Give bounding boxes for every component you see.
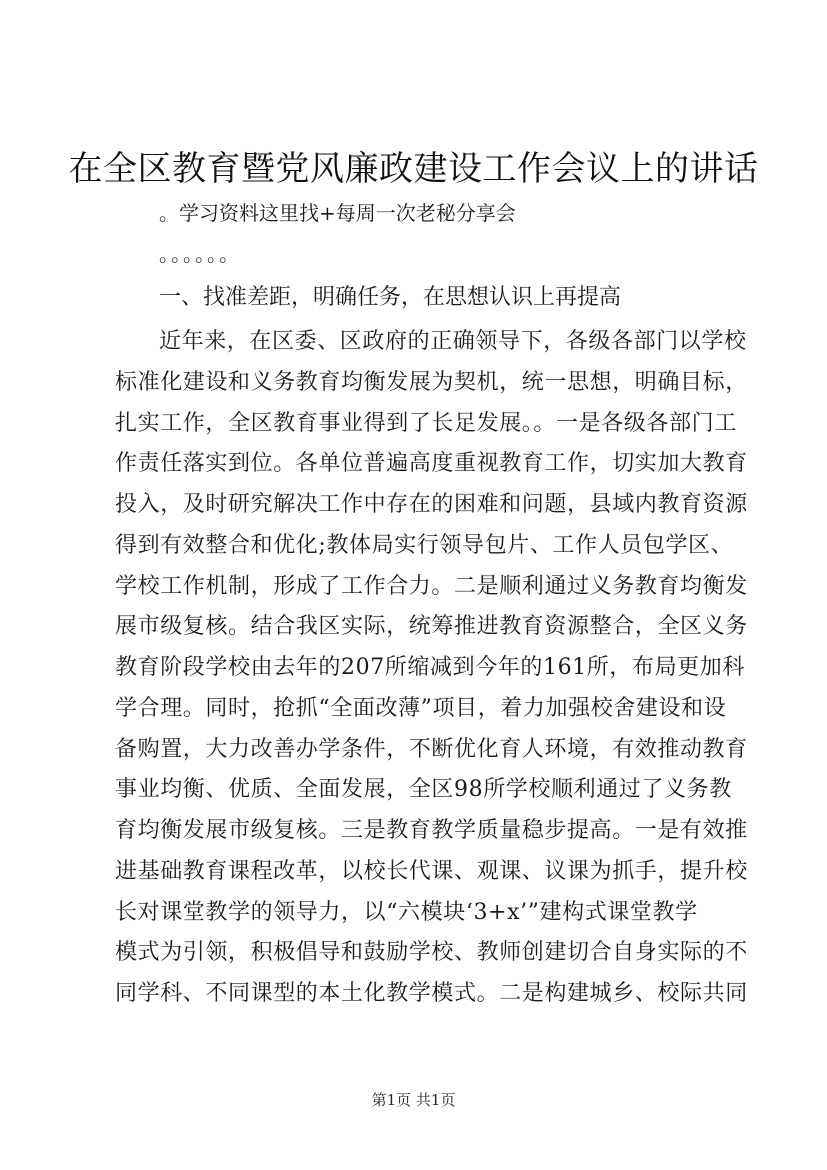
body-line: 作责任落实到位。各单位普遍高度重视教育工作，切实加大教育	[115, 451, 748, 477]
body-line: 扎实工作，全区教育事业得到了长足发展。。一是各级各部门工	[115, 410, 737, 436]
body-line: 同学科、不同课型的本土化教学模式。二是构建城乡、校际共同	[115, 981, 748, 1006]
body-line: 标准化建设和义务教育均衡发展为契机，统一思想，明确目标，	[115, 369, 748, 395]
body-line: 事业均衡、优质、全面发展，全区98所学校顺利通过了义务教	[115, 777, 732, 803]
body-line: 得到有效整合和优化;教体局实行领导包片、工作人员包学区、	[115, 532, 734, 558]
body-line: 近年来，在区委、区政府的正确领导下，各级各部门以学校	[159, 329, 747, 354]
body-line: 学合理。同时，抢抓“全面改薄”项目，着力加强校舍建设和设	[115, 695, 727, 721]
document-subtitle: 。学习资料这里找+每周一次老秘分享会	[159, 201, 516, 225]
body-line: 备购置，大力改善办学条件，不断优化育人环境，有效推动教育	[115, 736, 748, 762]
body-line: 进基础教育课程改革，以校长代课、观课、议课为抓手，提升校	[115, 858, 748, 884]
body-line: 投入，及时研究解决工作中存在的困难和问题，县域内教育资源	[115, 492, 748, 517]
body-paragraph	[115, 322, 748, 1015]
body-line: 展市级复核。结合我区实际，统筹推进教育资源整合，全区义务	[115, 614, 748, 640]
body-line: 长对课堂教学的领导力，以“六模块‘3+x’”建构式课堂教学	[115, 899, 698, 925]
body-line: 教育阶段学校由去年的207所缩减到今年的161所，布局更加科	[115, 655, 745, 680]
document-title: 在全区教育暨党风廉政建设工作会议上的讲话	[68, 149, 759, 189]
document-dots: 。。。。。。	[159, 242, 241, 266]
body-line: 模式为引领，积极倡导和鼓励学校、教师创建切合自身实际的不	[115, 940, 748, 966]
body-line: 学校工作机制，形成了工作合力。二是顺利通过义务教育均衡发	[115, 573, 748, 599]
page-number-footer: 第1页 共1页	[371, 1091, 456, 1109]
section-heading: 一、找准差距，明确任务，在思想认识上再提高	[159, 285, 622, 310]
body-line: 育均衡发展市级复核。三是教育教学质量稳步提高。一是有效推	[115, 818, 748, 843]
